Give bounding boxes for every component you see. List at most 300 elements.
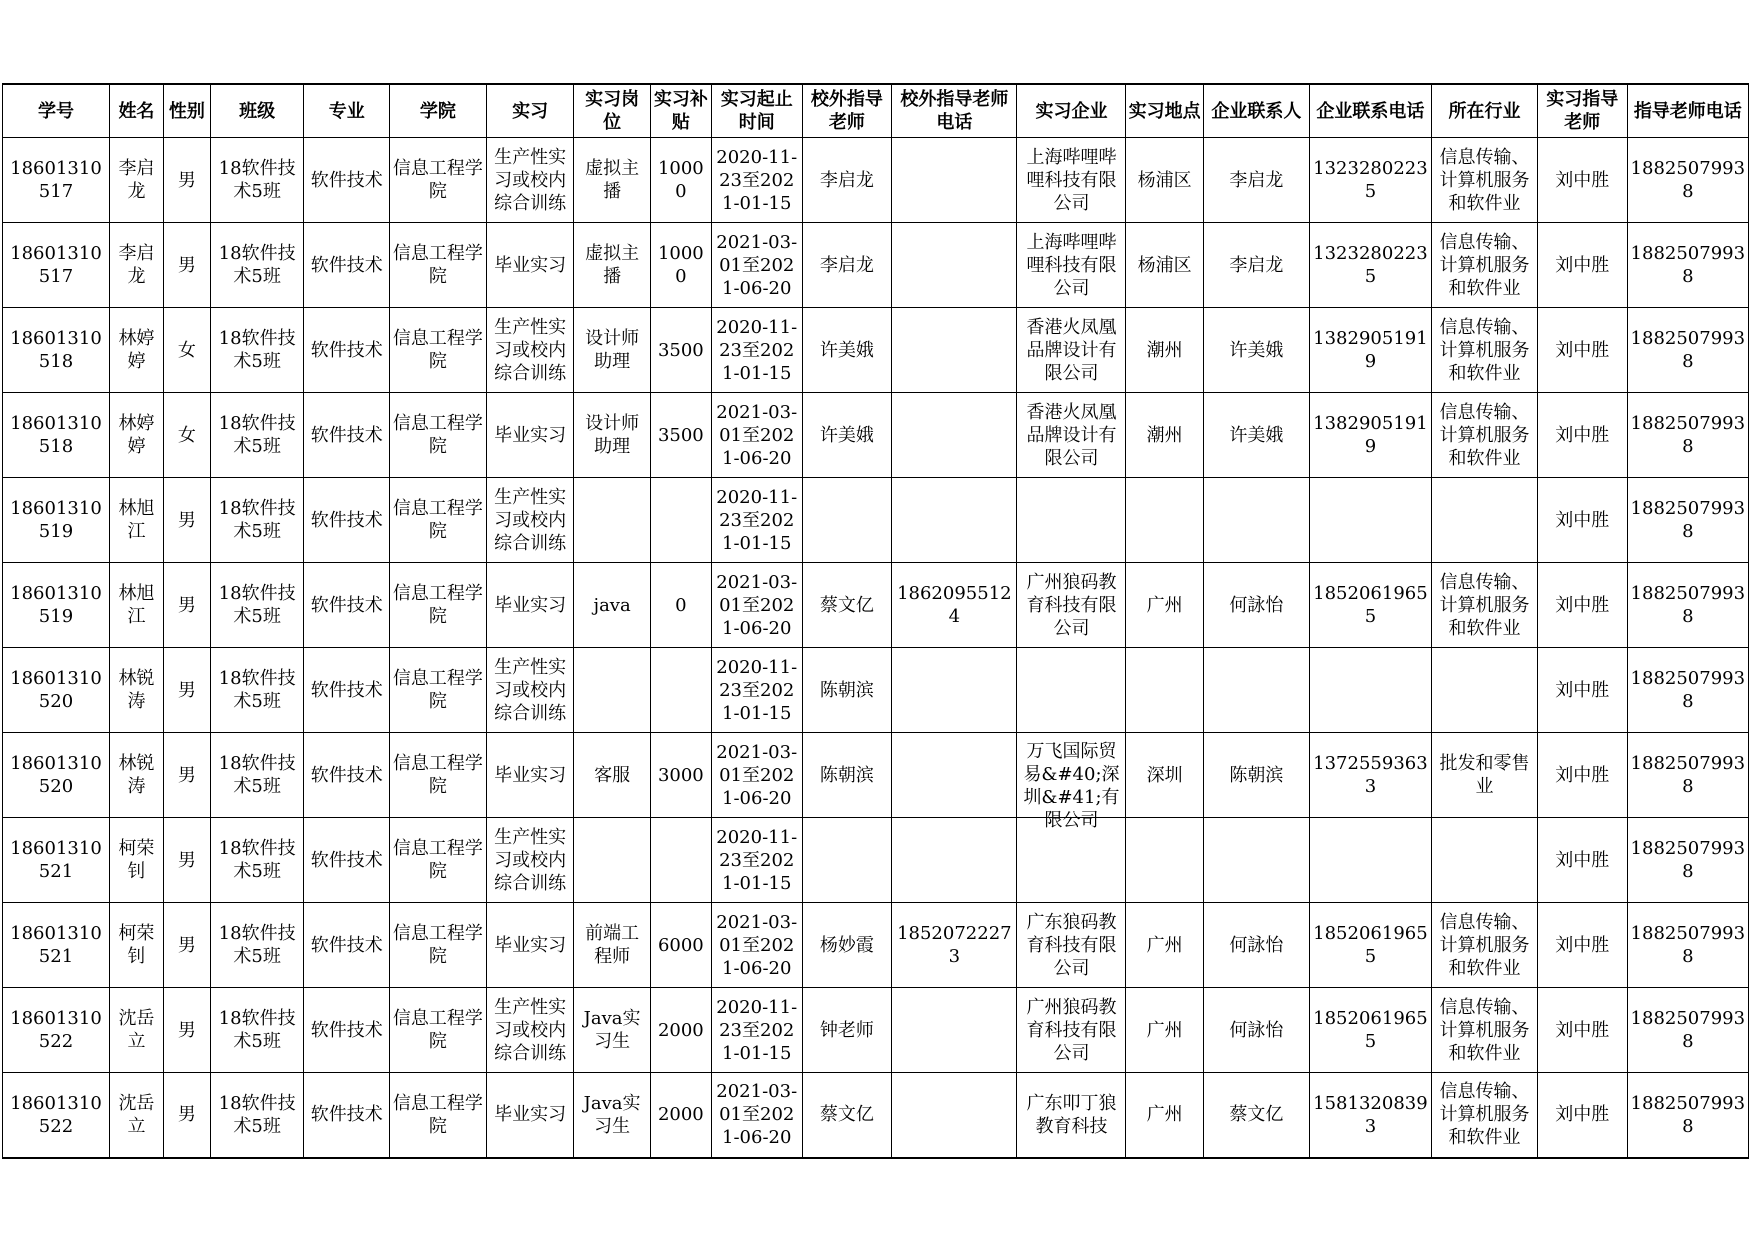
cell-text: 信息传输、计算机服务和软件业 — [1439, 401, 1530, 469]
cell-text: 批发和零售业 — [1439, 753, 1530, 797]
cell-text: 18601310517 — [10, 158, 102, 202]
cell-class — [210, 308, 304, 393]
table-row — [3, 223, 1749, 308]
cell-text: 18软件技术5班 — [218, 498, 296, 542]
cell-text: 刘中胜 — [1555, 1019, 1610, 1041]
cell-text: 2021-03-01至2021-06-20 — [716, 401, 798, 469]
cell-internship-type — [486, 818, 574, 903]
cell-position — [574, 223, 650, 308]
cell-text: 李启龙 — [1229, 169, 1284, 191]
cell-name — [109, 1073, 163, 1158]
cell-text: 18825079938 — [1630, 923, 1746, 967]
cell-text: 男 — [177, 934, 196, 956]
cell-text: 香港火凤凰品牌设计有限公司 — [1026, 316, 1117, 384]
cell-text: 许美娥 — [1229, 339, 1284, 361]
cell-period — [711, 393, 802, 478]
cell-gender — [163, 138, 210, 223]
cell-student-id — [3, 648, 110, 733]
cell-text: 刘中胜 — [1555, 254, 1610, 276]
cell-text: Java实习生 — [583, 1092, 641, 1137]
cell-subsidy — [650, 138, 711, 223]
cell-text: 软件技术 — [310, 594, 383, 616]
cell-period — [711, 903, 802, 988]
cell-college — [390, 138, 487, 223]
cell-industry — [1432, 563, 1538, 648]
cell-company-phone — [1309, 988, 1431, 1073]
cell-text: 潮州 — [1146, 424, 1183, 446]
cell-text: 林婷婷 — [118, 413, 155, 457]
cell-text: 18软件技术5班 — [218, 583, 296, 627]
header-gender: 性别 — [163, 84, 210, 138]
cell-company — [1017, 988, 1126, 1073]
cell-student-id — [3, 903, 110, 988]
cell-text: 软件技术 — [310, 339, 383, 361]
cell-text: 男 — [177, 849, 196, 871]
cell-position — [574, 1073, 650, 1158]
cell-company — [1017, 308, 1126, 393]
cell-text: 信息工程学院 — [392, 753, 483, 797]
cell-text: 18825079938 — [1630, 328, 1746, 372]
cell-text: 蔡文亿 — [819, 1104, 874, 1126]
cell-location — [1126, 393, 1203, 478]
cell-major — [304, 818, 390, 903]
cell-text: 18软件技术5班 — [218, 668, 296, 712]
cell-internship-mentor — [1537, 988, 1627, 1073]
cell-text: 刘中胜 — [1555, 339, 1610, 361]
cell-industry — [1432, 1073, 1538, 1158]
cell-name — [109, 988, 163, 1073]
table-header — [3, 84, 1749, 138]
cell-text: 信息传输、计算机服务和软件业 — [1439, 571, 1530, 639]
cell-internship-mentor — [1537, 563, 1627, 648]
cell-text: 2020-11-23至2021-01-15 — [716, 316, 798, 384]
cell-company-phone — [1309, 903, 1431, 988]
cell-internship-type — [486, 1073, 574, 1158]
cell-text: 林旭江 — [118, 583, 155, 627]
cell-external-mentor — [802, 818, 892, 903]
cell-text: 10000 — [657, 243, 704, 287]
cell-text: 信息工程学院 — [392, 583, 483, 627]
cell-text: 2020-11-23至2021-01-15 — [716, 996, 798, 1064]
header-location: 实习地点 — [1126, 84, 1203, 138]
cell-college — [390, 478, 487, 563]
cell-location — [1126, 478, 1203, 563]
cell-text: 广州 — [1146, 1104, 1183, 1126]
cell-student-id — [3, 733, 110, 818]
cell-subsidy — [650, 733, 711, 818]
cell-external-mentor-phone — [892, 308, 1017, 393]
header-company-phone: 企业联系电话 — [1309, 84, 1431, 138]
cell-text: 18601310522 — [10, 1008, 102, 1052]
cell-name — [109, 478, 163, 563]
cell-mentor-phone — [1627, 988, 1748, 1073]
cell-gender — [163, 1073, 210, 1158]
cell-text: 林婷婷 — [118, 328, 155, 372]
cell-company-phone — [1309, 818, 1431, 903]
cell-text: 陈朝滨 — [819, 764, 874, 786]
cell-internship-type — [486, 138, 574, 223]
cell-text: 信息工程学院 — [392, 498, 483, 542]
cell-text: 软件技术 — [310, 254, 383, 276]
cell-company-phone — [1309, 138, 1431, 223]
cell-text: 蔡文亿 — [819, 594, 874, 616]
cell-text: 18520619655 — [1313, 923, 1428, 967]
cell-industry — [1432, 648, 1538, 733]
cell-industry — [1432, 903, 1538, 988]
table-body — [3, 138, 1749, 1158]
cell-text: Java实习生 — [583, 1008, 641, 1052]
cell-text: 虚拟主播 — [585, 243, 640, 287]
cell-text: 18825079938 — [1630, 1008, 1746, 1052]
cell-text: 18520619655 — [1313, 583, 1428, 627]
cell-college — [390, 988, 487, 1073]
cell-gender — [163, 563, 210, 648]
cell-text: 18825079938 — [1630, 413, 1746, 457]
cell-class — [210, 648, 304, 733]
cell-subsidy — [650, 988, 711, 1073]
cell-text: 许美娥 — [819, 339, 874, 361]
cell-text: 信息传输、计算机服务和软件业 — [1439, 316, 1530, 384]
cell-text: 18软件技术5班 — [218, 243, 296, 287]
cell-text: 刘中胜 — [1555, 594, 1610, 616]
cell-mentor-phone — [1627, 308, 1748, 393]
table-row — [3, 648, 1749, 733]
cell-text: 女 — [177, 424, 196, 446]
cell-text: 生产性实习或校内综合训练 — [494, 486, 567, 554]
cell-company-phone — [1309, 478, 1431, 563]
cell-text: 钟老师 — [819, 1019, 874, 1041]
cell-text: 18601310522 — [10, 1092, 102, 1137]
cell-text: 广州 — [1146, 1019, 1183, 1041]
cell-name — [109, 393, 163, 478]
cell-text: 18825079938 — [1630, 498, 1746, 542]
cell-text: 信息传输、计算机服务和软件业 — [1439, 146, 1530, 214]
cell-text: 18软件技术5班 — [218, 923, 296, 967]
cell-company-phone — [1309, 1073, 1431, 1158]
cell-internship-type — [486, 988, 574, 1073]
cell-text: 刘中胜 — [1555, 1104, 1610, 1126]
cell-text: 13232802235 — [1313, 158, 1428, 202]
cell-text: java — [593, 594, 631, 616]
cell-mentor-phone — [1627, 393, 1748, 478]
cell-text: 香港火凤凰品牌设计有限公司 — [1026, 401, 1117, 469]
cell-text: 许美娥 — [819, 424, 874, 446]
cell-mentor-phone — [1627, 478, 1748, 563]
cell-industry — [1432, 478, 1538, 563]
cell-text: 杨浦区 — [1137, 254, 1192, 276]
cell-text: 柯荣钊 — [118, 838, 155, 882]
cell-text: 潮州 — [1146, 339, 1183, 361]
cell-external-mentor-phone — [892, 478, 1017, 563]
cell-text: 信息工程学院 — [392, 1008, 483, 1052]
cell-company-contact — [1203, 478, 1309, 563]
cell-text: 男 — [177, 594, 196, 616]
cell-class — [210, 1073, 304, 1158]
cell-text: 客服 — [594, 764, 631, 786]
cell-location — [1126, 563, 1203, 648]
cell-text: 2021-03-01至2021-06-20 — [716, 1081, 798, 1149]
cell-subsidy — [650, 223, 711, 308]
cell-subsidy — [650, 818, 711, 903]
cell-text: 18软件技术5班 — [218, 413, 296, 457]
cell-name — [109, 308, 163, 393]
cell-class — [210, 223, 304, 308]
cell-location — [1126, 988, 1203, 1073]
cell-name — [109, 733, 163, 818]
cell-company-contact — [1203, 393, 1309, 478]
cell-mentor-phone — [1627, 818, 1748, 903]
cell-text: 男 — [177, 509, 196, 531]
cell-text: 信息工程学院 — [392, 668, 483, 712]
cell-college — [390, 308, 487, 393]
cell-internship-type — [486, 563, 574, 648]
cell-text: 18520619655 — [1313, 1008, 1428, 1052]
cell-text: 陈朝滨 — [1229, 764, 1284, 786]
cell-text: 何詠怡 — [1229, 1019, 1284, 1041]
cell-text: 13232802235 — [1313, 243, 1428, 287]
cell-internship-type — [486, 393, 574, 478]
cell-text: 万飞国际贸易&#40;深圳&#41;有限公司 — [1023, 741, 1120, 831]
cell-major — [304, 393, 390, 478]
cell-student-id — [3, 393, 110, 478]
cell-subsidy — [650, 563, 711, 648]
cell-external-mentor-phone — [892, 138, 1017, 223]
cell-text: 毕业实习 — [494, 934, 567, 956]
cell-text: 生产性实习或校内综合训练 — [494, 826, 567, 894]
cell-text: 软件技术 — [310, 1104, 383, 1126]
cell-name — [109, 223, 163, 308]
cell-mentor-phone — [1627, 138, 1748, 223]
cell-company-contact — [1203, 223, 1309, 308]
cell-external-mentor — [802, 393, 892, 478]
cell-text: 杨浦区 — [1137, 169, 1192, 191]
cell-text: 前端工程师 — [585, 923, 640, 967]
cell-major — [304, 138, 390, 223]
cell-subsidy — [650, 478, 711, 563]
cell-position — [574, 478, 650, 563]
cell-company — [1017, 478, 1126, 563]
cell-text: 18软件技术5班 — [218, 753, 296, 797]
cell-external-mentor-phone — [892, 223, 1017, 308]
cell-industry — [1432, 988, 1538, 1073]
header-row — [3, 84, 1749, 138]
cell-text: 10000 — [657, 158, 704, 202]
cell-location — [1126, 648, 1203, 733]
cell-company-contact — [1203, 308, 1309, 393]
cell-text: 杨妙霞 — [819, 934, 874, 956]
cell-location — [1126, 818, 1203, 903]
table-row — [3, 903, 1749, 988]
cell-college — [390, 818, 487, 903]
cell-gender — [163, 733, 210, 818]
cell-student-id — [3, 563, 110, 648]
cell-external-mentor — [802, 733, 892, 818]
cell-text: 男 — [177, 764, 196, 786]
cell-gender — [163, 903, 210, 988]
cell-gender — [163, 988, 210, 1073]
cell-text: 林锐涛 — [118, 753, 155, 797]
cell-college — [390, 223, 487, 308]
cell-text: 毕业实习 — [494, 594, 567, 616]
cell-internship-mentor — [1537, 818, 1627, 903]
cell-text: 18601310521 — [10, 838, 102, 882]
table-row — [3, 733, 1749, 818]
cell-text: 信息工程学院 — [392, 328, 483, 372]
cell-text: 软件技术 — [310, 1019, 383, 1041]
cell-subsidy — [650, 1073, 711, 1158]
cell-text: 18825079938 — [1630, 668, 1746, 712]
header-internship-mentor: 实习指导老师 — [1537, 84, 1627, 138]
cell-period — [711, 478, 802, 563]
cell-text: 生产性实习或校内综合训练 — [494, 656, 567, 724]
cell-text: 信息传输、计算机服务和软件业 — [1439, 1081, 1530, 1149]
header-company: 实习企业 — [1017, 84, 1126, 138]
cell-text: 陈朝滨 — [819, 679, 874, 701]
cell-text: 广东狼码教育科技有限公司 — [1026, 911, 1117, 979]
cell-subsidy — [650, 903, 711, 988]
cell-external-mentor — [802, 478, 892, 563]
cell-text: 上海哔哩哔哩科技有限公司 — [1026, 146, 1117, 214]
cell-period — [711, 733, 802, 818]
cell-internship-mentor — [1537, 733, 1627, 818]
cell-external-mentor-phone — [892, 563, 1017, 648]
cell-period — [711, 308, 802, 393]
cell-subsidy — [650, 308, 711, 393]
cell-text: 生产性实习或校内综合训练 — [494, 996, 567, 1064]
cell-text: 虚拟主播 — [585, 158, 640, 202]
header-subsidy: 实习补贴 — [650, 84, 711, 138]
header-name: 姓名 — [109, 84, 163, 138]
cell-company-contact — [1203, 903, 1309, 988]
table-row — [3, 393, 1749, 478]
cell-name — [109, 138, 163, 223]
cell-text: 信息工程学院 — [392, 1092, 483, 1137]
cell-position — [574, 563, 650, 648]
cell-text: 软件技术 — [310, 509, 383, 531]
cell-name — [109, 903, 163, 988]
cell-period — [711, 563, 802, 648]
cell-student-id — [3, 308, 110, 393]
cell-position — [574, 393, 650, 478]
cell-internship-mentor — [1537, 308, 1627, 393]
cell-major — [304, 733, 390, 818]
cell-text: 18601310517 — [10, 243, 102, 287]
header-period: 实习起止时间 — [711, 84, 802, 138]
cell-text: 男 — [177, 679, 196, 701]
cell-industry — [1432, 138, 1538, 223]
cell-internship-mentor — [1537, 223, 1627, 308]
cell-college — [390, 393, 487, 478]
cell-company-contact — [1203, 138, 1309, 223]
cell-class — [210, 563, 304, 648]
cell-text: 信息传输、计算机服务和软件业 — [1439, 996, 1530, 1064]
cell-text: 软件技术 — [310, 679, 383, 701]
cell-position — [574, 903, 650, 988]
cell-industry — [1432, 818, 1538, 903]
cell-industry — [1432, 223, 1538, 308]
cell-name — [109, 563, 163, 648]
cell-text: 男 — [177, 1104, 196, 1126]
cell-college — [390, 903, 487, 988]
cell-class — [210, 818, 304, 903]
cell-name — [109, 648, 163, 733]
cell-text: 15813208393 — [1313, 1092, 1428, 1137]
cell-internship-type — [486, 308, 574, 393]
cell-mentor-phone — [1627, 223, 1748, 308]
cell-text: 2020-11-23至2021-01-15 — [716, 826, 798, 894]
cell-gender — [163, 393, 210, 478]
header-mentor-phone: 指导老师电话 — [1627, 84, 1748, 138]
cell-text: 广州狼码教育科技有限公司 — [1026, 571, 1117, 639]
cell-company-contact — [1203, 988, 1309, 1073]
cell-text: 毕业实习 — [494, 1104, 567, 1126]
cell-college — [390, 733, 487, 818]
cell-company — [1017, 563, 1126, 648]
cell-industry — [1432, 308, 1538, 393]
cell-text: 0 — [675, 594, 687, 616]
cell-gender — [163, 308, 210, 393]
cell-text: 2021-03-01至2021-06-20 — [716, 741, 798, 809]
cell-class — [210, 478, 304, 563]
cell-external-mentor — [802, 223, 892, 308]
cell-text: 18520722273 — [897, 923, 1012, 967]
cell-college — [390, 563, 487, 648]
cell-text: 男 — [177, 254, 196, 276]
cell-internship-mentor — [1537, 393, 1627, 478]
cell-company-contact — [1203, 648, 1309, 733]
cell-text: 设计师助理 — [585, 328, 640, 372]
cell-student-id — [3, 223, 110, 308]
cell-external-mentor — [802, 138, 892, 223]
cell-major — [304, 988, 390, 1073]
cell-major — [304, 1073, 390, 1158]
cell-text: 林旭江 — [118, 498, 155, 542]
cell-position — [574, 818, 650, 903]
cell-mentor-phone — [1627, 903, 1748, 988]
cell-gender — [163, 223, 210, 308]
cell-internship-mentor — [1537, 648, 1627, 733]
cell-external-mentor — [802, 308, 892, 393]
cell-internship-mentor — [1537, 478, 1627, 563]
cell-class — [210, 988, 304, 1073]
cell-period — [711, 818, 802, 903]
cell-text: 刘中胜 — [1555, 849, 1610, 871]
cell-external-mentor — [802, 1073, 892, 1158]
cell-company-phone — [1309, 648, 1431, 733]
cell-company-contact — [1203, 818, 1309, 903]
cell-text: 2020-11-23至2021-01-15 — [716, 486, 798, 554]
cell-text: 2021-03-01至2021-06-20 — [716, 571, 798, 639]
cell-text: 李启龙 — [819, 169, 874, 191]
cell-text: 林锐涛 — [118, 668, 155, 712]
cell-gender — [163, 478, 210, 563]
cell-external-mentor-phone — [892, 818, 1017, 903]
cell-location — [1126, 733, 1203, 818]
header-position: 实习岗位 — [574, 84, 650, 138]
cell-text: 2020-11-23至2021-01-15 — [716, 656, 798, 724]
cell-company — [1017, 1073, 1126, 1158]
cell-location — [1126, 138, 1203, 223]
cell-text: 软件技术 — [310, 934, 383, 956]
cell-internship-mentor — [1537, 903, 1627, 988]
cell-major — [304, 308, 390, 393]
cell-period — [711, 988, 802, 1073]
cell-text: 生产性实习或校内综合训练 — [494, 146, 567, 214]
cell-student-id — [3, 138, 110, 223]
cell-text: 设计师助理 — [585, 413, 640, 457]
cell-company — [1017, 223, 1126, 308]
cell-student-id — [3, 988, 110, 1073]
